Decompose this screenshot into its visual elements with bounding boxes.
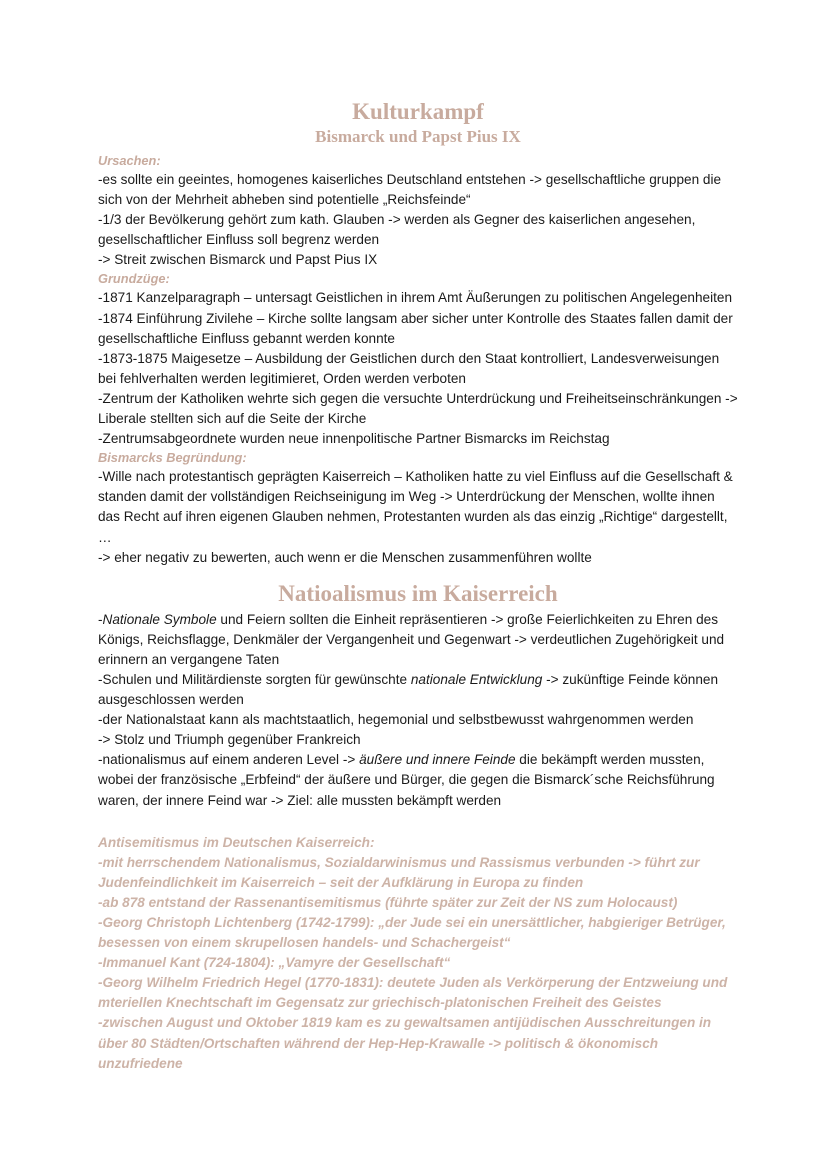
section-grundzuege [98, 270, 738, 449]
section-heading: Ursachen: [98, 153, 161, 168]
text-run: -nationalismus auf einem anderen Level -> [98, 752, 360, 768]
paragraph: -> Stolz und Triumph gegenüber Frankreich [98, 732, 361, 748]
emphasis: Nationale Symbole [102, 611, 217, 627]
section-heading: Grundzüge: [98, 271, 170, 287]
page-subtitle: Bismarck und Papst Pius IX [315, 127, 521, 146]
paragraph: -Wille nach protestantisch geprägten Kaiserreich – Katholiken hatte zu viel Einfluss auf die Gesellschaft & standen damit der vollständigen Reichseinigung im Weg -> Unterdrückung der Menschen, wollte ihnen das Recht auf ihren eigenen Glauben nehmen, Protestanten wurden als das einzig „Richtige“ dargestellt, … [98, 469, 733, 545]
document-page [98, 98, 738, 1074]
text-run: - [98, 611, 103, 627]
paragraph: -Immanuel Kant (724-1804): „Vamyre der Gesellschaft“ [98, 955, 451, 971]
section-begruendung [98, 449, 738, 567]
paragraph: -es sollte ein geeintes, homogenes kaiserliches Deutschland entstehen -> gesellschaftliche gruppen die sich von der Mehrheit abheben sind potentielle „Reichsfeinde“ [98, 172, 722, 208]
text-run: die bekämpft werden mussten, wobei der französische „Erbfeind“ der äußere und Bürger, die gegen die Bismarck´sche Reichsführung waren, der innere Feind war -> Ziel: alle mussten bekämpft werden [98, 752, 715, 808]
paragraph [98, 670, 738, 710]
paragraph: -1/3 der Bevölkerung gehört zum kath. Glauben -> werden als Gegner des kaiserlichen angesehen, gesellschaftlicher Einfluss soll begrenz werden [98, 212, 696, 248]
paragraph [98, 750, 738, 810]
page-title: Kulturkampf [352, 99, 484, 124]
section-heading: Antisemitismus im Deutschen Kaiserreich: [98, 834, 375, 850]
paragraph: -1871 Kanzelparagraph – untersagt Geistlichen in ihrem Amt Äußerungen zu politischen Angelegenheiten [98, 290, 733, 306]
paragraph: -Zentrumsabgeordnete wurden neue innenpolitische Partner Bismarcks im Reichstag [98, 431, 610, 447]
paragraph: -Georg Wilhelm Friedrich Hegel (1770-1831): deutete Juden als Verkörperung der Entzweiung und mteriellen Knechtschaft im Gegensatz zur griechisch-platonischen Freiheit des Geistes [98, 975, 728, 1011]
section-title-nationalismus: Natioalismus im Kaiserreich [278, 580, 558, 606]
paragraph: -der Nationalstaat kann als machtstaatlich, hegemonial und selbstbewusst wahrgenommen werden [98, 712, 694, 728]
paragraph [98, 610, 738, 670]
paragraph: -ab 878 entstand der Rassenantisemitismus (führte später zur Zeit der NS zum Holocaust) [98, 894, 678, 910]
text-run: -Schulen und Militärdienste sorgten für gewünschte [98, 671, 411, 687]
spacer [98, 811, 738, 833]
paragraph: -Zentrum der Katholiken wehrte sich gegen die versuchte Unterdrückung und Freiheitseinschränkungen -> Liberale stellten sich auf die Seite der Kirche [98, 390, 738, 427]
paragraph: -1874 Einführung Zivilehe – Kirche sollte langsam aber sicher unter Kontrolle des Staates fallen damit der gesellschaftliche Einfluss gebannt werden konnte [98, 310, 733, 346]
section-ursachen [98, 152, 738, 270]
section-nationalismus [98, 610, 738, 811]
text-run: -> zukünftige Feinde können ausgeschlossen werden [98, 671, 719, 708]
paragraph: -1873-1875 Maigesetze – Ausbildung der Geistlichen durch den Staat kontrolliert, Landesverweisungen bei fehlverhalten werden legitimieret, Orden werden verboten [98, 350, 720, 386]
paragraph: -mit herrschendem Nationalismus, Sozialdarwinismus und Rassismus verbunden -> führt zur Judenfeindlichkeit im Kaiserreich – seit der Aufklärung in Europa zu finden [98, 854, 700, 890]
paragraph: -> Streit zwischen Bismarck und Papst Pius IX [98, 252, 378, 268]
section-antisemitismus [98, 833, 738, 1074]
emphasis: nationale Entwicklung [410, 671, 543, 687]
emphasis: äußere und innere Feinde [359, 752, 516, 768]
paragraph: -Georg Christoph Lichtenberg (1742-1799): „der Jude sei ein unersättlicher, habgieriger Betrüger, besessen von einem skrupellosen handels- und Schachergeist“ [98, 915, 726, 951]
section-heading: Bismarcks Begründung: [98, 450, 247, 466]
text-run: und Feiern sollten die Einheit repräsentieren -> große Feierlichkeiten zu Ehren des Königs, Reichsflagge, Denkmäler der Vergangenheit und Gegenwart -> verdeutlichen Zugehörigkeit und erinnern an vergangene Taten [98, 611, 725, 667]
paragraph: -zwischen August und Oktober 1819 kam es zu gewaltsamen antijüdischen Ausschreitungen in über 80 Städten/Ortschaften während der Hep-Hep-Krawalle -> politisch & ökonomisch unzufriedene [98, 1015, 712, 1071]
paragraph: -> eher negativ zu bewerten, auch wenn er die Menschen zusammenführen wollte [98, 549, 592, 565]
